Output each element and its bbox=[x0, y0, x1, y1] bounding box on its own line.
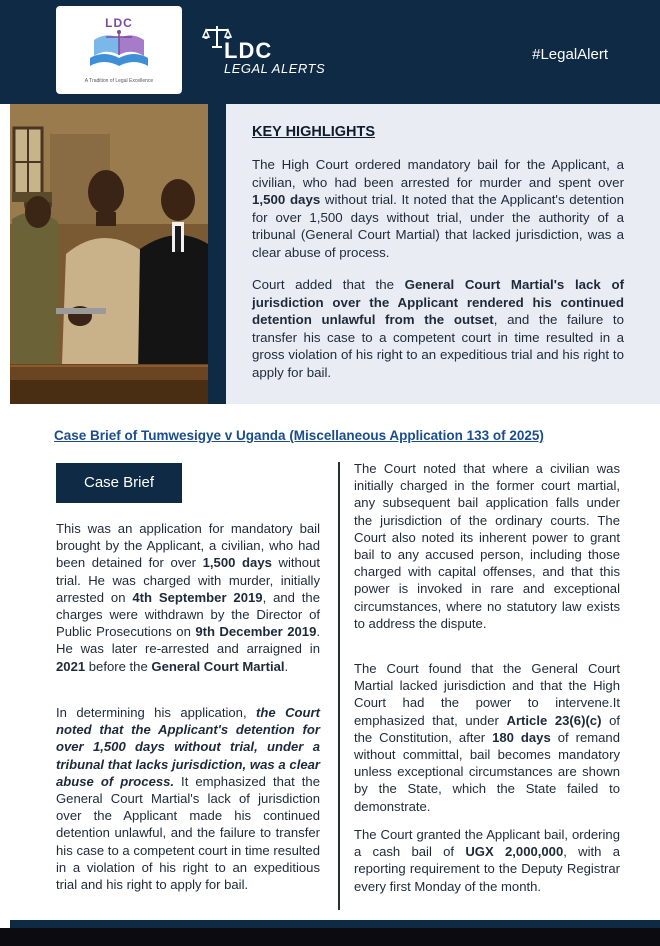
right-paragraph-2: The Court found that the General Court Martial lacked jurisdiction and that the High Court had the power to intervene.It emphasized that, under Article 23(6)(c) of the Constitution, after 180 days of remand without committal, bail becomes mandatory unless exceptional circumstances are shown by the State, which the State failed to demonstrate. bbox=[354, 661, 621, 814]
accent-strip bbox=[208, 104, 226, 404]
brand-subtitle: LEGAL ALERTS bbox=[224, 61, 326, 76]
left-paragraph-2: In determining his application, the Court noted that the Applicant's detention for over 1,500 days without trial, under a tribunal that lacks jurisdiction, was a clear abuse of process. It emphasized that the General Court Martial's lack of jurisdiction over the Applicant made his continued detention unlawful, and the failure to transfer his case to a competent court in time resulted in a violation of his right to an expeditious trial and his right to apply for bail. bbox=[56, 705, 321, 893]
key-highlights-panel bbox=[226, 104, 660, 404]
page-margin bbox=[0, 104, 10, 928]
header-bar bbox=[0, 0, 660, 104]
case-brief-label: Case Brief bbox=[56, 463, 182, 503]
brand-name: LDC bbox=[224, 38, 273, 63]
hashtag-label: #LegalAlert bbox=[532, 46, 608, 63]
scales-book-icon bbox=[84, 28, 154, 72]
highlights-paragraph-1: The High Court ordered mandatory bail for the Applicant, a civilian, who had been arrested for murder and spent over 1,500 days without trial. It noted that the Applicant's detention for over 1,500 days without trial, under the authority of a tribunal (General Court Martial) that lacked jurisdiction, was a clear abuse of process. bbox=[252, 157, 624, 260]
footer-bar bbox=[10, 920, 660, 928]
key-highlights-title: KEY HIGHLIGHTS bbox=[252, 124, 375, 140]
logo-tagline: A Tradition of Legal Excellence bbox=[84, 78, 154, 84]
highlights-paragraph-2: Court added that the General Court Martial's lack of jurisdiction over the Applicant rendered his continued detention unlawful from the outset, and the failure to transfer his case to a competent court in time resulted in a gross violation of his right to an expeditious trial and his right to apply for bail. bbox=[252, 277, 624, 380]
logo-text: LDC bbox=[105, 16, 133, 30]
case-title-link[interactable]: Case Brief of Tumwesigye v Uganda (Miscellaneous Application 133 of 2025) bbox=[54, 428, 544, 443]
brand-lockup bbox=[200, 20, 360, 80]
left-paragraph-1: This was an application for mandatory bail brought by the Applicant, a civilian, who had been detained for over 1,500 days without trial. He was charged with murder, initially arrested on 4th September 2019, and the charges were withdrawn by the Director of Public Prosecutions on 9th December 2019. He was later re-arrested and arraigned in 2021 before the General Court Martial. bbox=[56, 521, 321, 674]
courtroom-photo bbox=[10, 104, 208, 404]
ldc-logo bbox=[56, 6, 182, 94]
courtroom-illustration bbox=[10, 104, 208, 404]
column-divider bbox=[338, 462, 340, 910]
page-bottom-edge bbox=[0, 928, 660, 946]
right-paragraph-3: The Court granted the Applicant bail, ordering a cash bail of UGX 2,000,000, with a reporting requirement to the Deputy Registrar every first Monday of the month. bbox=[354, 827, 621, 894]
right-paragraph-1: The Court noted that where a civilian was initially charged in the former court martial, any subsequent bail application falls under the jurisdiction of the ordinary courts. The Court also noted its inherent power to grant bail to any accused person, including those charged with capital offenses, and that this power is invoked in rare and exceptional circumstances, where no statutory law exists to address the dispute. bbox=[354, 461, 620, 631]
